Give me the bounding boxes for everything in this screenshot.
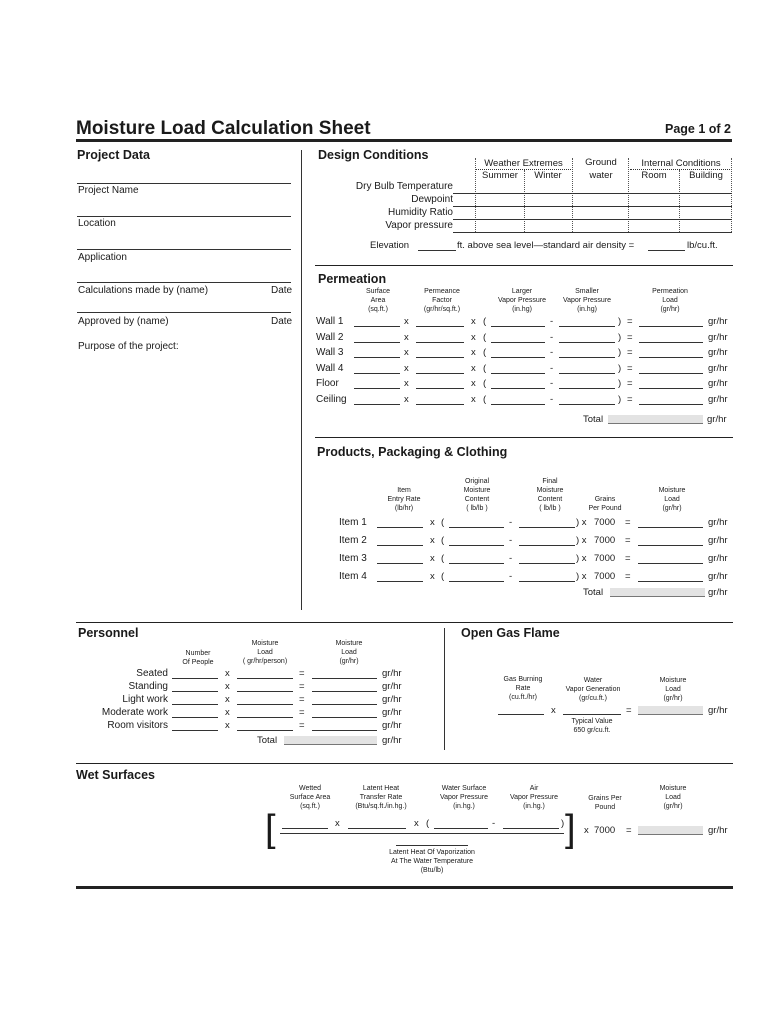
prod-rparen-times: ) x bbox=[576, 553, 587, 564]
products-heading: Products, Packaging & Clothing bbox=[317, 445, 508, 459]
wet-minus: - bbox=[492, 818, 496, 829]
perm-unit: gr/hr bbox=[708, 316, 728, 327]
perm-load-field[interactable] bbox=[639, 404, 703, 405]
air-density-unit: lb/cu.ft. bbox=[687, 240, 718, 251]
perm-rparen: ) bbox=[618, 378, 622, 389]
perm-minus: - bbox=[550, 347, 554, 358]
perm-minus: - bbox=[550, 378, 554, 389]
prod-lparen: ( bbox=[441, 535, 445, 546]
perm-col-load: Permeation Load (gr/hr) bbox=[652, 288, 688, 313]
prod-rparen-times: ) x bbox=[576, 535, 587, 546]
wet-latent-heat-field[interactable] bbox=[396, 845, 468, 846]
perm-equals: = bbox=[627, 332, 633, 343]
pers-times: x bbox=[225, 668, 230, 679]
left-bracket: [ bbox=[265, 808, 276, 850]
right-bracket: ] bbox=[565, 808, 576, 850]
perm-row-label: Wall 2 bbox=[316, 332, 344, 343]
wet-air-vp-field[interactable] bbox=[503, 828, 559, 829]
perm-times: x bbox=[471, 332, 476, 343]
perm-times: x bbox=[404, 347, 409, 358]
wet-load-field[interactable] bbox=[638, 826, 703, 835]
wet-times-2: x bbox=[414, 818, 419, 829]
pers-row-label: Seated bbox=[136, 668, 168, 679]
perm-row-label: Wall 4 bbox=[316, 363, 344, 374]
vapor-pressure-label: Vapor pressure bbox=[385, 220, 453, 231]
perm-lparen: ( bbox=[483, 394, 487, 405]
prod-original-field[interactable] bbox=[449, 545, 504, 546]
water-header: water bbox=[589, 170, 613, 181]
perm-equals: = bbox=[627, 378, 633, 389]
location-field[interactable] bbox=[77, 249, 291, 250]
room-header: Room bbox=[641, 170, 667, 181]
perm-lparen: ( bbox=[483, 378, 487, 389]
perm-times: x bbox=[404, 394, 409, 405]
prod-row-label: Item 4 bbox=[339, 571, 367, 582]
header-rule bbox=[76, 139, 732, 142]
perm-larger-field[interactable] bbox=[491, 404, 545, 405]
perm-equals: = bbox=[627, 316, 633, 327]
prod-final-field[interactable] bbox=[519, 527, 575, 528]
wet-surface-vp-field[interactable] bbox=[434, 828, 488, 829]
gas-unit: gr/hr bbox=[708, 705, 728, 716]
prod-equals: = bbox=[625, 571, 631, 582]
elevation-field[interactable] bbox=[418, 250, 456, 251]
pers-number-field[interactable] bbox=[172, 704, 218, 705]
perm-factor-field[interactable] bbox=[416, 326, 464, 327]
perm-load-field[interactable] bbox=[639, 373, 703, 374]
design-conditions-heading: Design Conditions bbox=[318, 148, 429, 162]
personnel-heading: Personnel bbox=[78, 626, 139, 640]
wet-times-3: x bbox=[584, 825, 589, 836]
perm-row-label: Wall 1 bbox=[316, 316, 344, 327]
perm-times: x bbox=[404, 316, 409, 327]
wet-col-transfer: Latent Heat Transfer Rate (Btu/sq.ft./in.hg.) bbox=[355, 785, 407, 810]
gas-times: x bbox=[551, 705, 556, 716]
pers-load-field[interactable] bbox=[312, 691, 377, 692]
perm-rparen: ) bbox=[618, 394, 622, 405]
prod-col-grains: Grains Per Pound bbox=[588, 496, 622, 512]
prod-row-label: Item 1 bbox=[339, 517, 367, 528]
dry-bulb-label: Dry Bulb Temperature bbox=[355, 181, 453, 192]
pers-load-field[interactable] bbox=[312, 678, 377, 679]
top-line bbox=[77, 183, 291, 184]
prod-row-label: Item 3 bbox=[339, 553, 367, 564]
perm-rparen: ) bbox=[618, 332, 622, 343]
dewpoint-row[interactable] bbox=[453, 206, 732, 207]
perm-unit: gr/hr bbox=[708, 378, 728, 389]
wet-col-grains: Grains Per Pound bbox=[588, 795, 622, 811]
pers-col-number: Number Of People bbox=[182, 650, 214, 666]
prod-load-field[interactable] bbox=[638, 563, 703, 564]
perm-minus: - bbox=[550, 316, 554, 327]
prod-original-field[interactable] bbox=[449, 527, 504, 528]
wet-col-surface-vp: Water Surface Vapor Pressure (in.hg.) bbox=[439, 785, 489, 810]
wet-area-field[interactable] bbox=[282, 828, 328, 829]
perm-lparen: ( bbox=[483, 347, 487, 358]
perm-times: x bbox=[471, 394, 476, 405]
pers-rate-field[interactable] bbox=[237, 678, 293, 679]
pers-unit: gr/hr bbox=[382, 668, 402, 679]
approved-by-label: Approved by (name) bbox=[78, 316, 169, 327]
perm-unit: gr/hr bbox=[708, 394, 728, 405]
perm-load-field[interactable] bbox=[639, 342, 703, 343]
dewpoint-label: Dewpoint bbox=[411, 194, 453, 205]
gas-col-generation: Water Vapor Generation (gr/cu.ft.) bbox=[565, 677, 621, 702]
perm-unit: gr/hr bbox=[708, 363, 728, 374]
calc-by-label: Calculations made by (name) bbox=[78, 285, 209, 296]
column-divider bbox=[444, 628, 445, 750]
perm-load-field[interactable] bbox=[639, 388, 703, 389]
internal-sub-rule bbox=[630, 169, 732, 170]
pers-row-label: Moderate work bbox=[101, 707, 168, 718]
prod-unit: gr/hr bbox=[708, 535, 728, 546]
pers-equals: = bbox=[299, 707, 305, 718]
prod-factor: 7000 bbox=[594, 553, 616, 564]
pers-times: x bbox=[225, 681, 230, 692]
prod-original-field[interactable] bbox=[449, 563, 504, 564]
prod-final-field[interactable] bbox=[519, 563, 575, 564]
gas-generation-field[interactable] bbox=[563, 714, 621, 715]
wet-surfaces-heading: Wet Surfaces bbox=[76, 768, 155, 782]
pers-times: x bbox=[225, 707, 230, 718]
pers-times: x bbox=[225, 694, 230, 705]
perm-larger-field[interactable] bbox=[491, 342, 545, 343]
humidity-ratio-row[interactable] bbox=[453, 219, 732, 220]
grid-line bbox=[679, 170, 680, 232]
ground-header: Ground bbox=[585, 157, 617, 168]
prod-times: x bbox=[430, 535, 435, 546]
prod-factor: 7000 bbox=[594, 517, 616, 528]
section-rule bbox=[76, 763, 733, 764]
perm-rparen: ) bbox=[618, 363, 622, 374]
perm-factor-field[interactable] bbox=[416, 388, 464, 389]
pers-unit: gr/hr bbox=[382, 720, 402, 731]
perm-times: x bbox=[471, 363, 476, 374]
perm-times: x bbox=[404, 378, 409, 389]
prod-times: x bbox=[430, 553, 435, 564]
pers-number-field[interactable] bbox=[172, 717, 218, 718]
prod-minus: - bbox=[509, 553, 513, 564]
grid-line bbox=[475, 158, 476, 232]
prod-row-label: Item 2 bbox=[339, 535, 367, 546]
project-name-label: Project Name bbox=[78, 185, 139, 196]
perm-smaller-field[interactable] bbox=[559, 373, 615, 374]
perm-smaller-field[interactable] bbox=[559, 326, 615, 327]
pers-unit: gr/hr bbox=[382, 694, 402, 705]
prod-equals: = bbox=[625, 553, 631, 564]
prod-rate-field[interactable] bbox=[377, 545, 423, 546]
footer-rule bbox=[76, 886, 733, 889]
wet-rparen: ) bbox=[561, 818, 565, 829]
project-data-heading: Project Data bbox=[77, 148, 150, 162]
prod-col-original: Original Moisture Content ( lb/lb ) bbox=[463, 478, 491, 512]
pers-col-rate: Moisture Load ( gr/hr/person) bbox=[242, 640, 288, 665]
perm-total-field[interactable] bbox=[608, 415, 703, 424]
perm-lparen: ( bbox=[483, 332, 487, 343]
perm-larger-field[interactable] bbox=[491, 373, 545, 374]
perm-rparen: ) bbox=[618, 347, 622, 358]
wet-equals: = bbox=[626, 825, 632, 836]
prod-load-field[interactable] bbox=[638, 581, 703, 582]
pers-total-unit: gr/hr bbox=[382, 735, 402, 746]
perm-times: x bbox=[404, 363, 409, 374]
gas-col-load: Moisture Load (gr/hr) bbox=[659, 677, 687, 702]
perm-unit: gr/hr bbox=[708, 347, 728, 358]
perm-smaller-field[interactable] bbox=[559, 342, 615, 343]
perm-lparen: ( bbox=[483, 316, 487, 327]
perm-load-field[interactable] bbox=[639, 326, 703, 327]
perm-area-field[interactable] bbox=[354, 373, 400, 374]
elevation-text: ft. above sea level—standard air density = bbox=[457, 240, 635, 251]
pers-rate-field[interactable] bbox=[237, 730, 293, 731]
pers-row-label: Light work bbox=[122, 694, 168, 705]
perm-larger-field[interactable] bbox=[491, 357, 545, 358]
pers-row-label: Room visitors bbox=[107, 720, 168, 731]
prod-minus: - bbox=[509, 517, 513, 528]
prod-unit: gr/hr bbox=[708, 571, 728, 582]
perm-load-field[interactable] bbox=[639, 357, 703, 358]
section-rule bbox=[76, 622, 733, 623]
perm-area-field[interactable] bbox=[354, 404, 400, 405]
building-header: Building bbox=[689, 170, 723, 181]
wet-col-load: Moisture Load (gr/hr) bbox=[659, 785, 687, 810]
prod-col-load: Moisture Load (gr/hr) bbox=[658, 487, 686, 512]
perm-minus: - bbox=[550, 332, 554, 343]
perm-lparen: ( bbox=[483, 363, 487, 374]
prod-lparen: ( bbox=[441, 553, 445, 564]
approved-date-label: Date bbox=[271, 316, 293, 327]
prod-equals: = bbox=[625, 517, 631, 528]
perm-area-field[interactable] bbox=[354, 357, 400, 358]
prod-load-field[interactable] bbox=[638, 527, 703, 528]
prod-col-rate: Item Entry Rate (lb/hr) bbox=[387, 487, 421, 512]
prod-original-field[interactable] bbox=[449, 581, 504, 582]
perm-minus: - bbox=[550, 363, 554, 374]
wet-col-air-vp: Air Vapor Pressure (in.hg.) bbox=[509, 785, 559, 810]
perm-equals: = bbox=[627, 394, 633, 405]
prod-col-final: Final Moisture Content ( lb/lb ) bbox=[536, 478, 564, 512]
column-divider bbox=[301, 150, 302, 610]
wet-col-area: Wetted Surface Area (sq.ft.) bbox=[289, 785, 331, 810]
perm-equals: = bbox=[627, 347, 633, 358]
prod-rparen-times: ) x bbox=[576, 517, 587, 528]
section-rule bbox=[315, 437, 733, 438]
perm-col-smaller: Smaller Vapor Pressure (in.hg) bbox=[562, 288, 612, 313]
perm-larger-field[interactable] bbox=[491, 388, 545, 389]
prod-unit: gr/hr bbox=[708, 553, 728, 564]
wet-lparen: ( bbox=[426, 818, 430, 829]
perm-equals: = bbox=[627, 363, 633, 374]
prod-rate-field[interactable] bbox=[377, 527, 423, 528]
perm-row-label: Wall 3 bbox=[316, 347, 344, 358]
wet-denominator-label: Latent Heat Of Vaporization At The Water Temperature (Btu/lb) bbox=[389, 849, 475, 874]
perm-factor-field[interactable] bbox=[416, 373, 464, 374]
pers-load-field[interactable] bbox=[312, 730, 377, 731]
prod-times: x bbox=[430, 517, 435, 528]
perm-larger-field[interactable] bbox=[491, 326, 545, 327]
pers-row-label: Standing bbox=[128, 681, 168, 692]
gas-rate-field[interactable] bbox=[498, 714, 544, 715]
pers-number-field[interactable] bbox=[172, 691, 218, 692]
pers-unit: gr/hr bbox=[382, 707, 402, 718]
perm-area-field[interactable] bbox=[354, 388, 400, 389]
pers-load-field[interactable] bbox=[312, 704, 377, 705]
application-label: Application bbox=[78, 252, 127, 263]
winter-header: Winter bbox=[534, 170, 562, 181]
prod-rate-field[interactable] bbox=[377, 581, 423, 582]
perm-smaller-field[interactable] bbox=[559, 404, 615, 405]
perm-minus: - bbox=[550, 394, 554, 405]
gas-col-rate: Gas Burning Rate (cu.ft./hr) bbox=[503, 676, 543, 701]
perm-times: x bbox=[471, 347, 476, 358]
perm-times: x bbox=[404, 332, 409, 343]
page-number: Page 1 of 2 bbox=[665, 122, 731, 136]
prod-factor: 7000 bbox=[594, 571, 616, 582]
pers-equals: = bbox=[299, 720, 305, 731]
pers-number-field[interactable] bbox=[172, 730, 218, 731]
gas-flame-heading: Open Gas Flame bbox=[461, 626, 560, 640]
pers-equals: = bbox=[299, 668, 305, 679]
pers-times: x bbox=[225, 720, 230, 731]
perm-times: x bbox=[471, 378, 476, 389]
gas-equals: = bbox=[626, 705, 632, 716]
prod-minus: - bbox=[509, 571, 513, 582]
pers-rate-field[interactable] bbox=[237, 691, 293, 692]
perm-smaller-field[interactable] bbox=[559, 357, 615, 358]
prod-total-label: Total bbox=[583, 587, 604, 598]
location-label: Location bbox=[78, 218, 116, 229]
grid-line bbox=[524, 170, 525, 232]
perm-row-label: Floor bbox=[316, 378, 339, 389]
humidity-ratio-label: Humidity Ratio bbox=[387, 207, 453, 218]
perm-factor-field[interactable] bbox=[416, 342, 464, 343]
perm-total-unit: gr/hr bbox=[707, 414, 727, 425]
air-density-field[interactable] bbox=[648, 250, 685, 251]
vapor-pressure-row[interactable] bbox=[453, 232, 732, 233]
pers-load-field[interactable] bbox=[312, 717, 377, 718]
prod-rate-field[interactable] bbox=[377, 563, 423, 564]
perm-total-label: Total bbox=[583, 414, 604, 425]
fraction-bar bbox=[280, 833, 564, 834]
prod-unit: gr/hr bbox=[708, 517, 728, 528]
grid-line bbox=[628, 158, 629, 232]
prod-load-field[interactable] bbox=[638, 545, 703, 546]
perm-unit: gr/hr bbox=[708, 332, 728, 343]
wet-transfer-field[interactable] bbox=[348, 828, 406, 829]
pers-unit: gr/hr bbox=[382, 681, 402, 692]
perm-area-field[interactable] bbox=[354, 342, 400, 343]
perm-col-larger: Larger Vapor Pressure (in.hg) bbox=[497, 288, 547, 313]
prod-total-unit: gr/hr bbox=[708, 587, 728, 598]
pers-col-load: Moisture Load (gr/hr) bbox=[335, 640, 363, 665]
summer-header: Summer bbox=[482, 170, 518, 181]
elevation-label: Elevation bbox=[370, 240, 410, 251]
pers-total-field[interactable] bbox=[284, 736, 377, 745]
prod-total-field[interactable] bbox=[610, 588, 705, 597]
wet-factor: 7000 bbox=[594, 825, 616, 836]
perm-row-label: Ceiling bbox=[316, 394, 347, 405]
prod-equals: = bbox=[625, 535, 631, 546]
pers-rate-field[interactable] bbox=[237, 704, 293, 705]
perm-rparen: ) bbox=[618, 316, 622, 327]
gas-typical-value: Typical Value 650 gr/cu.ft. bbox=[571, 718, 613, 734]
wet-unit: gr/hr bbox=[708, 825, 728, 836]
weather-extremes-header: Weather Extremes bbox=[484, 158, 563, 169]
prod-lparen: ( bbox=[441, 517, 445, 528]
internal-header: Internal Conditions bbox=[641, 158, 721, 169]
section-rule bbox=[315, 265, 733, 266]
prod-rparen-times: ) x bbox=[576, 571, 587, 582]
pers-equals: = bbox=[299, 681, 305, 692]
gas-load-field[interactable] bbox=[638, 706, 703, 715]
permeation-heading: Permeation bbox=[318, 272, 387, 286]
prod-lparen: ( bbox=[441, 571, 445, 582]
purpose-label: Purpose of the project: bbox=[78, 341, 179, 352]
pers-total-label: Total bbox=[257, 735, 278, 746]
perm-col-area: Surface Area (sq.ft.) bbox=[365, 288, 391, 313]
perm-times: x bbox=[471, 316, 476, 327]
grid-line bbox=[572, 158, 573, 232]
perm-smaller-field[interactable] bbox=[559, 388, 615, 389]
perm-factor-field[interactable] bbox=[416, 357, 464, 358]
grid-line bbox=[731, 158, 732, 232]
prod-minus: - bbox=[509, 535, 513, 546]
calc-by-field[interactable] bbox=[77, 312, 291, 313]
perm-area-field[interactable] bbox=[354, 326, 400, 327]
prod-times: x bbox=[430, 571, 435, 582]
wet-times-1: x bbox=[335, 818, 340, 829]
pers-number-field[interactable] bbox=[172, 678, 218, 679]
dry-bulb-row[interactable] bbox=[453, 193, 732, 194]
prod-factor: 7000 bbox=[594, 535, 616, 546]
application-field[interactable] bbox=[77, 282, 291, 283]
page-title: Moisture Load Calculation Sheet bbox=[76, 118, 371, 139]
project-name-field[interactable] bbox=[77, 216, 291, 217]
calc-date-label: Date bbox=[271, 285, 293, 296]
prod-final-field[interactable] bbox=[519, 581, 575, 582]
perm-factor-field[interactable] bbox=[416, 404, 464, 405]
prod-final-field[interactable] bbox=[519, 545, 575, 546]
perm-col-factor: Permeance Factor (gr/hr/sq.ft.) bbox=[423, 288, 461, 313]
pers-equals: = bbox=[299, 694, 305, 705]
pers-rate-field[interactable] bbox=[237, 717, 293, 718]
